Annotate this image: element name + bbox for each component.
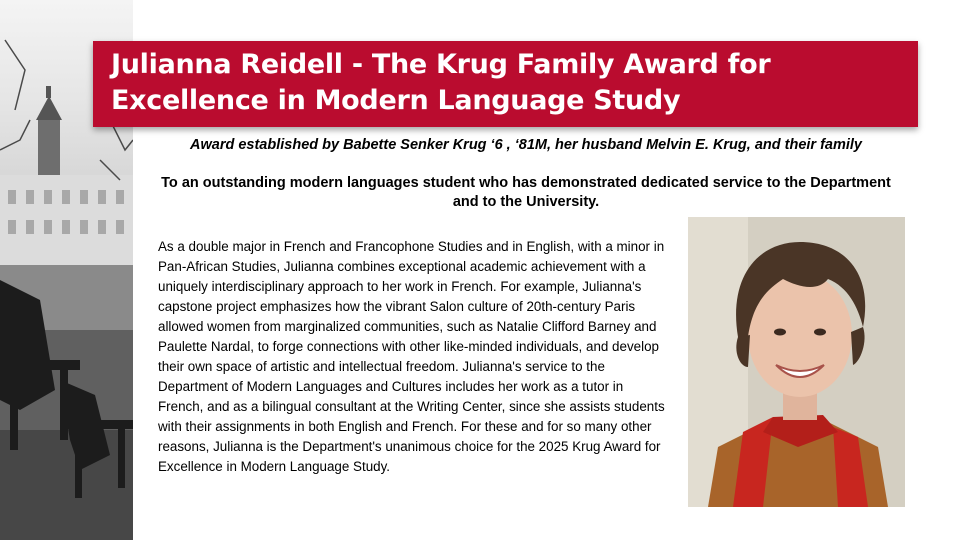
page-title: Julianna Reidell - The Krug Family Award for Excellence in Modern Language Study <box>111 49 771 116</box>
bio-paragraph: As a double major in French and Francophone Studies and in English, with a minor in Pan-African Studies, Julianna combines exceptional academic achievement with a uniquely interdisciplinary approach to her work in French. For example, Julianna's capstone project emphasizes how the vibrant Salon culture of 20th-century Paris allowed women from marginalized communities, such as Natalie Clifford Barney and Paulette Nardal, to forge connections with other like-minded individuals, and develop their own space of artistic and intellectual freedom. Julianna's service to the Department of Modern Languages and Cultures includes her work as a tutor in French, and as a bilingual consultant at the Writing Center, since she assists students with their assignments in both English and French. For these and for so many other reasons, Julianna is the Department's unanimous choice for the 2025 Krug Award for Excellence in Modern Language Study. <box>158 239 665 474</box>
award-criteria: To an outstanding modern languages student who has demonstrated dedicated service to the Department and to the University. <box>161 175 891 210</box>
recipient-portrait <box>688 217 905 507</box>
portrait-illustration <box>688 217 905 507</box>
title-banner <box>93 41 918 127</box>
award-note: Award established by Babette Senker Krug ‘6 , ‘81M, her husband Melvin E. Krug, and their family <box>190 137 862 153</box>
